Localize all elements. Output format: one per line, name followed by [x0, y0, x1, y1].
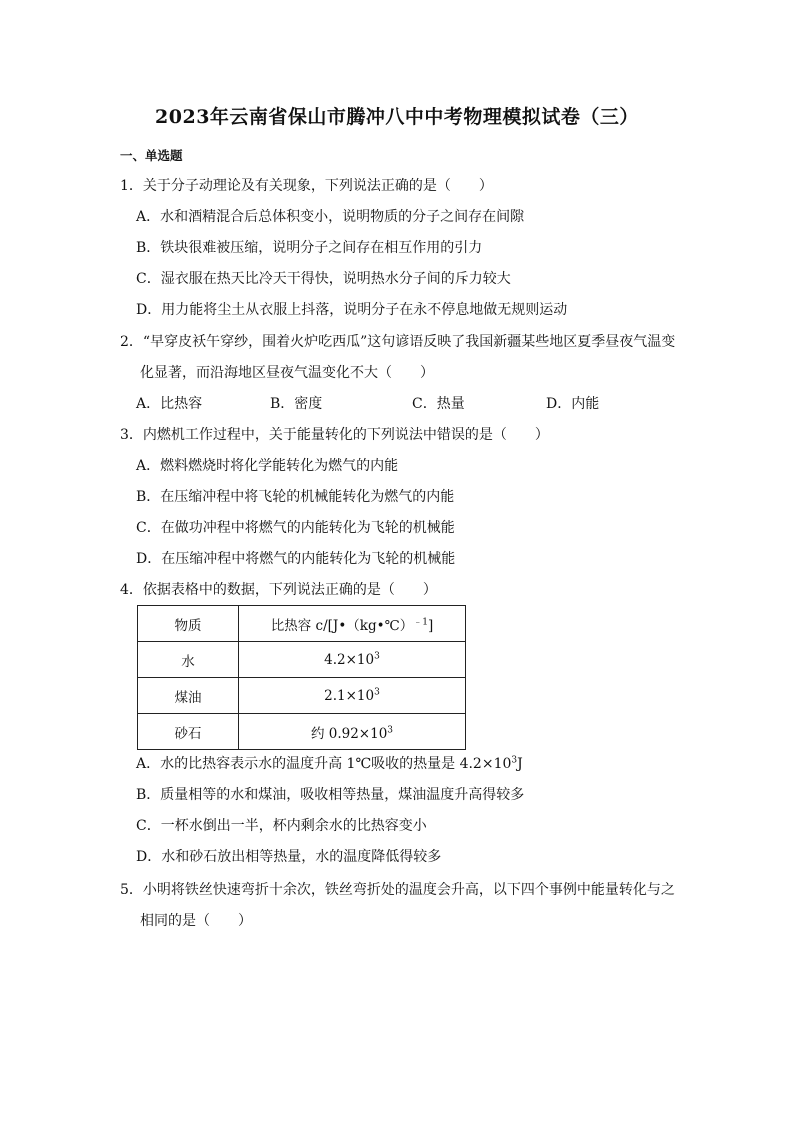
question-2-option-c: C．热量: [412, 396, 465, 412]
value-text: 4.2×10: [324, 651, 375, 668]
table-header-substance: 物质: [138, 606, 239, 642]
table-cell-substance: 煤油: [138, 678, 239, 714]
table-cell-substance: 水: [138, 642, 239, 678]
question-2-stem-continued: 化显著，而沿海地区昼夜气温变化不大（ ）: [140, 365, 434, 381]
header-exponent: ﹣1: [413, 617, 428, 627]
question-3-option-c: C．在做功冲程中将燃气的内能转化为飞轮的机械能: [136, 520, 455, 536]
question-4-option-d: D．水和砂石放出相等热量，水的温度降低得较多: [136, 849, 442, 865]
question-5-stem: 5．小明将铁丝快速弯折十余次，铁丝弯折处的温度会升高，以下四个事例中能量转化与之: [120, 882, 675, 898]
value-exponent: 3: [387, 725, 394, 735]
question-4-option-b: B．质量相等的水和煤油，吸收相等热量，煤油温度升高得较多: [136, 787, 525, 803]
header-text: 比热容 c/[J•（kg•℃）: [270, 617, 414, 634]
page-title: 2023年云南省保山市腾冲八中中考物理模拟试卷（三）: [155, 106, 639, 128]
table-cell-substance: 砂石: [138, 714, 239, 750]
question-2-stem: 2．“早穿皮袄午穿纱，围着火炉吃西瓜”这句谚语反映了我国新疆某些地区夏季昼夜气温变: [120, 334, 676, 350]
table-row: [138, 642, 466, 678]
table-cell-value: [239, 678, 466, 714]
question-1-option-c: C．湿衣服在热天比冷天干得快，说明热水分子间的斥力较大: [136, 271, 511, 287]
question-1-option-b: B．铁块很难被压缩，说明分子之间存在相互作用的引力: [136, 240, 483, 256]
question-1-option-d: D．用力能将尘土从衣服上抖落，说明分子在永不停息地做无规则运动: [136, 302, 568, 318]
question-1-stem: 1．关于分子动理论及有关现象，下列说法正确的是（ ）: [120, 178, 493, 194]
value-text: 2.1×10: [324, 687, 375, 704]
question-4-option-a: [136, 754, 523, 774]
question-3-option-b: B．在压缩冲程中将飞轮的机械能转化为燃气的内能: [136, 489, 455, 505]
value-exponent: 3: [374, 651, 380, 661]
header-bracket: ]: [427, 617, 434, 634]
question-3-option-a: A．燃料燃烧时将化学能转化为燃气的内能: [136, 458, 399, 474]
table-row: [138, 678, 466, 714]
option-a-unit: J: [517, 756, 523, 772]
question-3-stem: 3．内燃机工作过程中，关于能量转化的下列说法中错误的是（ ）: [120, 427, 549, 443]
table-header-row: [138, 606, 466, 642]
option-a-text: A．水的比热容表示水的温度升高 1℃吸收的热量是 4.2×10: [136, 756, 512, 772]
table-header-specific-heat: [239, 606, 466, 642]
table-cell-value: [239, 714, 466, 750]
question-4-option-c: C．一杯水倒出一半，杯内剩余水的比热容变小: [136, 818, 427, 834]
option-a-exponent: 3: [511, 755, 518, 766]
question-3-option-d: D．在压缩冲程中将燃气的内能转化为飞轮的机械能: [136, 551, 456, 567]
table-row: [138, 714, 466, 750]
question-5-stem-continued: 相同的是（ ）: [140, 913, 252, 929]
question-1-option-a: A．水和酒精混合后总体积变小，说明物质的分子之间存在间隙: [136, 209, 525, 225]
section-heading: 一、单选题: [120, 148, 183, 163]
question-2-option-a: A．比热容: [136, 396, 203, 412]
question-4-stem: 4．依据表格中的数据，下列说法正确的是（ ）: [120, 582, 437, 598]
question-2-option-b: B．密度: [270, 396, 323, 412]
specific-heat-table: [137, 605, 466, 750]
value-exponent: 3: [374, 687, 380, 697]
question-2-option-d: D．内能: [546, 396, 600, 412]
table-cell-value: [239, 642, 466, 678]
value-text: 约 0.92×10: [310, 725, 388, 742]
